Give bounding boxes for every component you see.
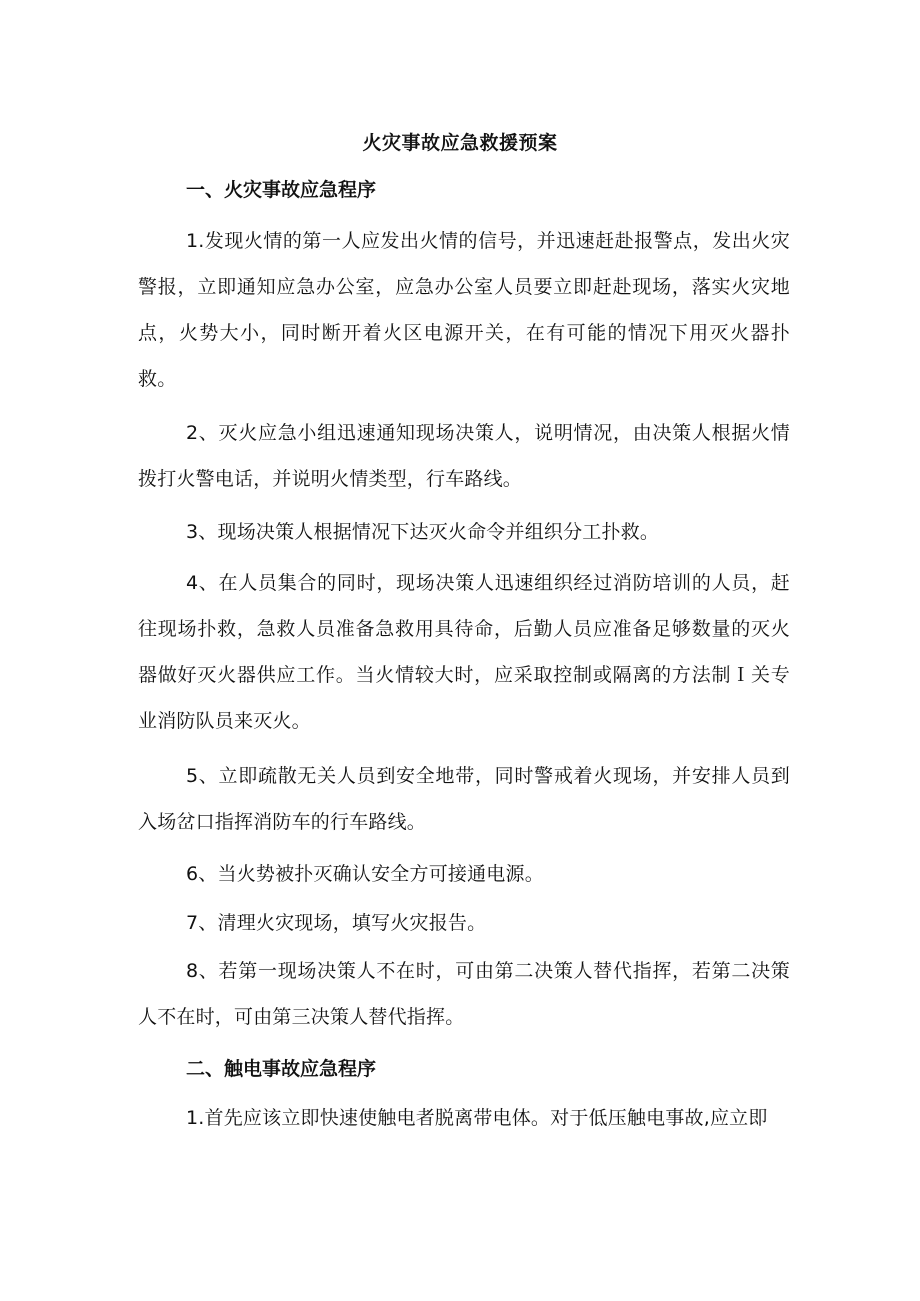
section-body-fire-2 — [138, 410, 790, 502]
paragraph: 1.发现火情的第一人应发出火情的信号，并迅速赶赴报警点，发出火灾警报，立即通知应急办公室，应急办公室人员要立即赶赴现场，落实火灾地点，火势大小，同时断开着火区电源开关，在有可能的情况下用灭火器扑救。 — [138, 230, 790, 390]
section-body-fire-1 — [138, 218, 790, 402]
section-body-electric-1 — [138, 1095, 790, 1141]
paragraph: 5、立即疏散无关人员到安全地带，同时警戒着火现场，并安排人员到入场岔口指挥消防车的行车路线。 — [138, 765, 790, 833]
section-body-fire-3 — [138, 509, 790, 555]
section-body-fire-7 — [138, 900, 790, 946]
paragraph: 6、当火势被扑灭确认安全方可接通电源。 — [186, 863, 544, 885]
section-heading-electric: 二、触电事故应急程序 — [186, 1058, 377, 1080]
section-heading-fire: 一、火灾事故应急程序 — [186, 179, 377, 201]
paragraph: 7、清理火灾现场，填写火灾报告。 — [186, 912, 487, 934]
section-body-fire-5 — [138, 753, 790, 845]
document-title: 火灾事故应急救援预案 — [362, 132, 558, 154]
paragraph: 8、若第一现场决策人不在时，可由第二决策人替代指挥，若第二决策人不在时，可由第三决策人替代指挥。 — [138, 960, 790, 1028]
paragraph: 3、现场决策人根据情况下达灭火命令并组织分工扑救。 — [186, 521, 660, 543]
paragraph: 1.首先应该立即快速使触电者脱离带电体。对于低压触电事故,应立即 — [186, 1107, 768, 1129]
paragraph: 2、灭火应急小组迅速通知现场决策人，说明情况，由决策人根据火情拨打火警电话，并说明火情类型，行车路线。 — [138, 422, 790, 490]
section-body-fire-4 — [138, 560, 790, 744]
section-body-fire-6 — [138, 851, 790, 897]
paragraph: 4、在人员集合的同时，现场决策人迅速组织经过消防培训的人员，赶往现场扑救，急救人员准备急救用具待命，后勤人员应准备足够数量的灭火器做好灭火器供应工作。当火情较大时，应采取控制或隔离的方法制Ｉ关专业消防队员来灭火。 — [138, 572, 790, 732]
section-body-fire-8 — [138, 948, 790, 1040]
